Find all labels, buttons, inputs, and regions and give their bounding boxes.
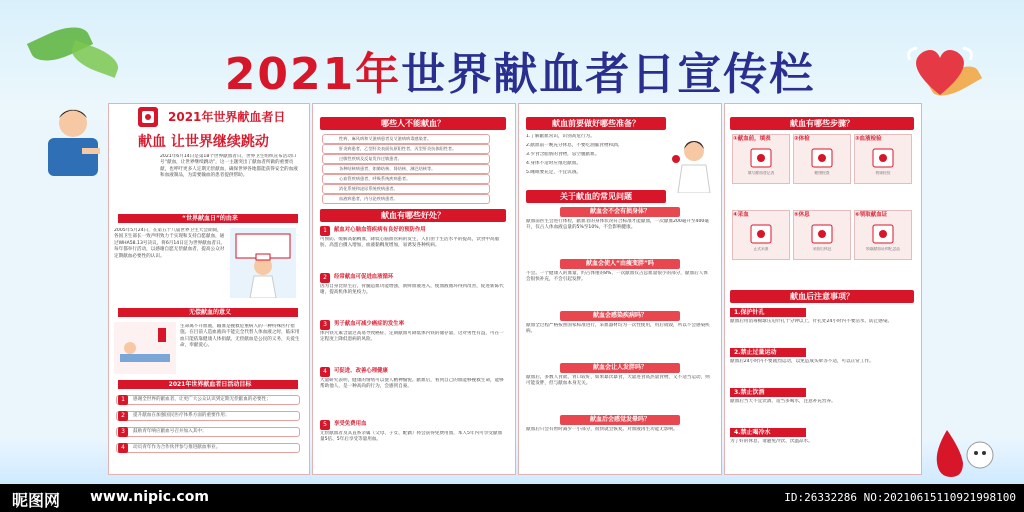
step-label: ⑤休息 — [794, 212, 810, 218]
faq-question: 献血会感染疾病吗？ — [560, 311, 680, 321]
prep-item: 1.了解献血常识，识别高危行为。 — [526, 134, 595, 139]
steps-title: 献血有哪些步骤？ — [730, 117, 914, 130]
no-donate-item: 心血管疾病患者，呼吸系统疾病患者。 — [322, 174, 490, 184]
after-item-title: 3.禁止饮酒 — [730, 388, 806, 397]
benefit-title: 献血对心脑血管疾病有良好的预防作用 — [334, 227, 426, 233]
footer-url[interactable]: www.nipic.com — [90, 489, 209, 505]
step-desc: 采血后休息 — [812, 247, 832, 251]
footer-logo: 昵图网 — [12, 491, 61, 510]
prep-item: 3.少食含脂肪的食物，忌空腹献血。 — [526, 152, 600, 157]
no-donate-item: 过敏性疾病及反复发作过敏患者。 — [322, 154, 490, 164]
faq-question: 献血会使人“由瘦变胖”吗 — [560, 259, 680, 269]
goal-row — [116, 395, 300, 405]
goal-text: 提升献血在加强国民医疗体系方面的重要作用； — [133, 413, 230, 418]
benefit-title: 经常献血可促进血液循环 — [334, 274, 394, 280]
after-item-text: 献血后用消毒棉球压迫针孔十分钟以上，针孔处24小时内不要沾水，防止感染。 — [730, 319, 893, 324]
goal-text: 感谢全世界的献血者，让更广大公众认识到定期无偿献血的必要性； — [133, 397, 271, 402]
goal-number: 3 — [118, 427, 128, 437]
blood-drop-mascot-icon — [925, 425, 995, 480]
q2-title: 献血有哪些好处？ — [320, 209, 506, 222]
prep-item: 2.献血前一晚充分休息，不要吃油腻食物和酒。 — [526, 143, 623, 148]
page-title — [150, 38, 890, 102]
step-label: ②体检 — [794, 136, 810, 142]
goal-number: 1 — [118, 395, 128, 405]
after-item-text: 献血后当天不宜饮酒，适当多喝水，注意补充营养。 — [730, 399, 836, 404]
step-label: ③血液检验 — [855, 136, 882, 142]
step-illustration-icon — [794, 221, 850, 247]
title-rest: 世界献血者日宣传栏 — [401, 49, 816, 100]
benefit-text: 大量研究表明，健康的情绪可以使人精神愉悦。献血后，看到自己的血能够挽救生命，能够帮助他人，是一种高尚的行为，会感到自豪。 — [320, 378, 504, 390]
benefit-title: 可促进、改善心理健康 — [334, 368, 388, 374]
heart-mascot-icon — [905, 40, 975, 100]
step-illustration-icon — [794, 145, 850, 171]
step-illustration-icon — [855, 145, 911, 171]
blood-drop-logo-icon — [137, 106, 159, 128]
step-label: ①献血前，填表 — [733, 136, 771, 142]
left-heading-main: 献血 让世界继续跳动 — [138, 134, 269, 150]
goal-number: 4 — [118, 443, 128, 453]
benefit-text: 因为自身比原生后，骨髓造血功能增强，新鲜血液进入，使血液循环得到改善，促进新陈代谢，提高机体的免疫力。 — [320, 284, 504, 296]
sec2-text: 生命离不开血液，输血是挽救危重病人的一种特殊医疗措施。在目前人造血液尚不能完全代替人体血液之时，临床用血只能依靠健康人体捐献。无偿献血是公民的义务，关爱生命，奉献爱心。 — [180, 324, 300, 349]
faq-answer: 献血后只会有暂时减少一小部分，很快就会恢复。对血液再生功能无影响。 — [526, 427, 678, 432]
after-item-text: 献血后24小时内不要剧烈运动，以免造成头晕等不适，可以正常工作。 — [730, 359, 874, 364]
sec1-title: “世界献血日”的由来 — [118, 214, 298, 223]
step-card — [732, 210, 790, 260]
patient-bed-illustration-icon — [114, 322, 176, 374]
benefit-number: 3 — [320, 320, 330, 330]
donor-illustration-icon — [38, 98, 108, 178]
faq-question: 献血会让人发胖吗？ — [560, 363, 680, 373]
goal-row — [116, 443, 300, 453]
after-item-title: 2.禁止过量运动 — [730, 348, 806, 357]
benefit-number: 5 — [320, 420, 330, 430]
goal-number: 2 — [118, 411, 128, 421]
left-intro: 2021年6月14日是第18个世界献血者日，世界卫生组织宣布活动口号“献血，让世界继续跳动”，这一主题突出了献血者所做的重要贡献，也呼吁更多人定期无偿献血，确保世界各地都能获得安全的血液和血液制品，为需要输血的患者提供帮助。 — [160, 154, 298, 179]
benefit-text: 体内铁元素含量过高易导致癌症，定期献血可降低体内铁的储存量，这对男性有益，可在一定程度上降低患病的风险。 — [320, 331, 504, 343]
step-card — [854, 210, 912, 260]
prep-title: 献血前要做好哪些准备？ — [526, 117, 666, 130]
step-label: ⑥领取献血证 — [855, 212, 888, 218]
step-card — [854, 134, 912, 184]
no-donate-item: 各种结核病患者，如肺结核、肾结核、淋巴结核等。 — [322, 164, 490, 174]
title-year: 2021年 — [224, 49, 402, 100]
step-card — [793, 210, 851, 260]
after-item-text: 为了好的休息，请避免冷饮、饮温凉水。 — [730, 439, 813, 444]
footer-id: ID:26332286 NO:20210615110921998100 — [784, 491, 1016, 504]
goal-text: 动员青年作为合作伙伴参与推进献血事业。 — [133, 445, 221, 450]
no-donate-item: 性病、麻风病和艾滋病患者及艾滋病病毒感染者。 — [322, 134, 490, 144]
faq-question: 献血会不会有损身体？ — [560, 207, 680, 217]
step-card — [732, 134, 790, 184]
step-desc: 初筛检验 — [875, 171, 891, 175]
no-donate-item: 血液病患者，内分泌疾病患者。 — [322, 194, 490, 204]
sec1-text: 2005年5月24日，在第五十八届世界卫生大会期间，各国卫生部长一致声明致力于实现和支持自愿献血，通过WHA58.13号决议，将6月14日定为世界献血者日。每年都举行活动，以感谢自愿无偿献血者，提高公众对定期献血必要性的认识。 — [114, 228, 226, 259]
benefit-title: 享受免费用血 — [334, 421, 367, 427]
sec3-title: 2021年世界献血者日活动目标 — [118, 380, 298, 389]
step-desc: 正式采血 — [753, 247, 769, 251]
step-card — [793, 134, 851, 184]
doctor-illustration-icon — [670, 135, 718, 193]
step-label: ④采血 — [733, 212, 749, 218]
prep-item: 4.身体不适时应推迟献血。 — [526, 161, 581, 166]
faq-answer: 献血前医生会进行体检，献血者的身体状况符合标准才能献血，一次献血200毫升至400毫升，仅占人体血液总量的5%至10%，不会影响健康。 — [526, 219, 709, 231]
benefit-number: 4 — [320, 367, 330, 377]
benefit-title: 男子献血可减少癌症的发生率 — [334, 321, 405, 327]
sec2-title: 无偿献血的意义 — [118, 308, 298, 317]
watermark-footer — [0, 484, 1024, 512]
step-illustration-icon — [733, 221, 789, 247]
goal-row — [116, 411, 300, 421]
goal-row — [116, 427, 300, 437]
after-title: 献血后注意事项？ — [730, 290, 914, 303]
benefit-text: 无偿献血者及其直系亲属（父母、子女、配偶）将会获得免费用血，本人5年内可享受献血量5倍、5年后享受等量用血。 — [320, 431, 503, 443]
faq-answer: 献血后，多数人食欲、胃口较好，如果暴饮暴食，大量进食高热量食物，又不适当运动，则可能发胖，但与献血本身无关。 — [526, 375, 710, 387]
benefit-number: 1 — [320, 226, 330, 236]
step-desc: 填写献血登记表 — [747, 171, 775, 175]
q1-title: 哪些人不能献血？ — [320, 117, 506, 130]
step-desc: 领取献血证和纪念品 — [865, 247, 901, 251]
step-illustration-icon — [733, 145, 789, 171]
step-illustration-icon — [855, 221, 911, 247]
benefit-number: 2 — [320, 273, 330, 283]
faq-question: 献血后会感觉发晕吗？ — [560, 415, 680, 425]
goal-text: 鼓励青年响应献血号召并加入其中； — [133, 429, 207, 434]
after-item-title: 1.保护针孔 — [730, 308, 806, 317]
prep-item: 5.睡眠要充足，不宜饥饿。 — [526, 170, 581, 175]
left-heading-top: 2021年世界献血者日 — [168, 110, 286, 124]
faq-title: 关于献血的常见问题 — [526, 190, 666, 203]
nurse-illustration-icon — [230, 228, 296, 298]
after-item-title: 4.禁止喝冷水 — [730, 428, 806, 437]
faq-answer: 不会。一个健康人的血量，约占体重的8%，一次献血仅占总血量很小的部分，献血后人体会很快补充，不会引起发胖。 — [526, 271, 708, 283]
no-donate-item: 肝炎病患者，乙型肝炎表面抗原阳性者，丙型肝炎抗体阳性者。 — [322, 144, 490, 154]
faq-answer: 献血全过程严格按照国家标准进行，采血器材均为一次性使用，用后销毁，所以不会感染疾病。 — [526, 323, 710, 335]
step-desc: 健康检查 — [814, 171, 830, 175]
benefit-text: 可预防、缓解高黏稠血，降低心脑血管病的发生，人们由于生活水平的提高，饮食中高脂肪、高蛋白摄入增加，血液黏稠度增加，易诱发各种疾病。 — [320, 237, 500, 249]
no-donate-item: 消化系统和泌尿系统疾病患者。 — [322, 184, 490, 194]
